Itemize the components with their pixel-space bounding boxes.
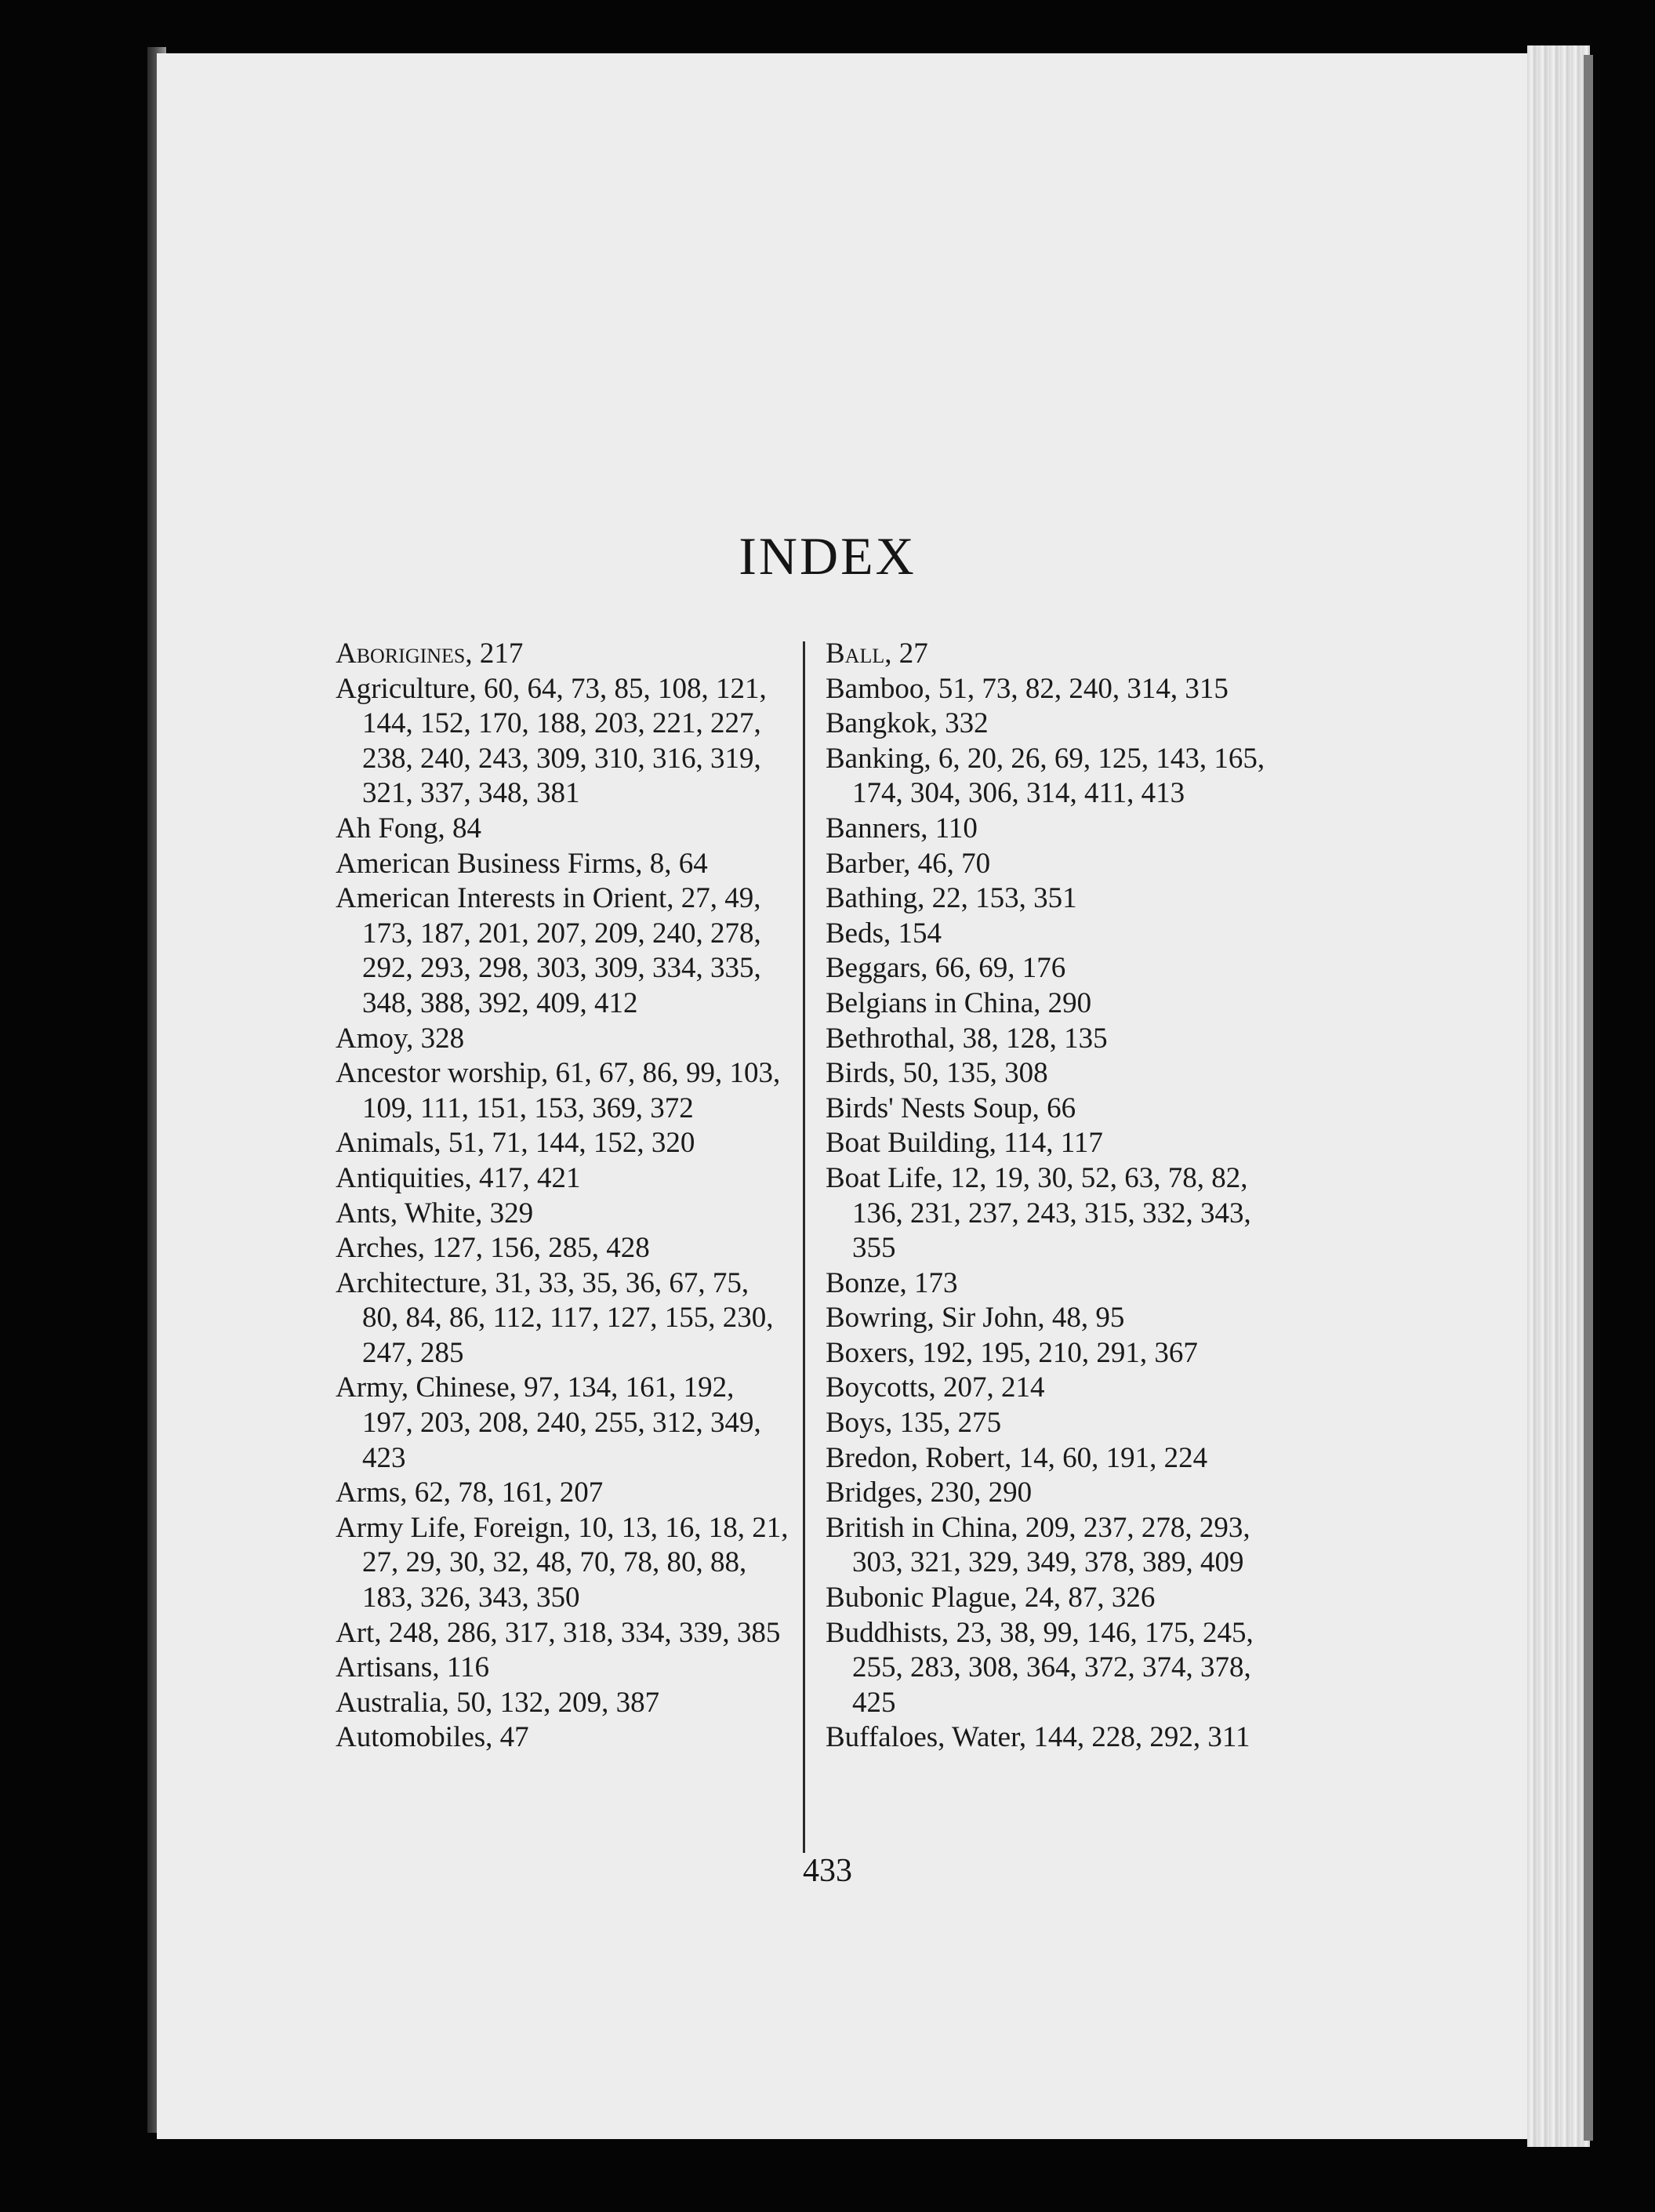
index-entry: Architecture, 31, 33, 35, 36, 67, 75, 80, 84, 86, 112, 117, 127, 155, 230, 247, 285: [336, 1266, 774, 1369]
index-entry: Buddhists, 23, 38, 99, 146, 175, 245, 255, 283, 308, 364, 372, 374, 378, 425: [826, 1616, 1254, 1719]
index-entry: Automobiles, 47: [336, 1721, 529, 1754]
index-entry: Australia, 50, 132, 209, 387: [336, 1686, 660, 1719]
index-entry: Banking, 6, 20, 26, 69, 125, 143, 165, 174, 304, 306, 314, 411, 413: [826, 742, 1265, 810]
index-entry: Boys, 135, 275: [826, 1407, 1002, 1440]
index-entry: American Business Firms, 8, 64: [336, 847, 708, 880]
page-title: INDEX: [739, 526, 916, 586]
page-number: 433: [803, 1853, 852, 1889]
index-entry: Boat Life, 12, 19, 30, 52, 63, 78, 82, 136, 231, 237, 243, 315, 332, 343, 355: [826, 1161, 1251, 1265]
index-entry: Bethrothal, 38, 128, 135: [826, 1022, 1108, 1055]
index-entry: American Interests in Orient, 27, 49, 173, 187, 201, 207, 209, 240, 278, 292, 293, 298, 303, 309, 334, 335, 348, 388, 392, 409, 412: [336, 882, 761, 1019]
index-entry: Boycotts, 207, 214: [826, 1371, 1045, 1404]
index-entry: Artisans, 116: [336, 1651, 489, 1684]
index-entry: Beggars, 66, 69, 176: [826, 952, 1066, 985]
index-entry: Birds, 50, 135, 308: [826, 1057, 1048, 1090]
index-entry: Agriculture, 60, 64, 73, 85, 108, 121, 144, 152, 170, 188, 203, 221, 227, 238, 240, 243, 309, 310, 316, 319, 321, 337, 348, 381: [336, 672, 767, 810]
index-entry: Army, Chinese, 97, 134, 161, 192, 197, 203, 208, 240, 255, 312, 349, 423: [336, 1371, 761, 1474]
index-entry: British in China, 209, 237, 278, 293, 303, 321, 329, 349, 378, 389, 409: [826, 1511, 1250, 1579]
index-entry: Bubonic Plague, 24, 87, 326: [826, 1582, 1156, 1615]
index-entry: Bredon, Robert, 14, 60, 191, 224: [826, 1441, 1208, 1474]
index-entry: Belgians in China, 290: [826, 986, 1092, 1019]
index-entry: Ancestor worship, 61, 67, 86, 99, 103, 109, 111, 151, 153, 369, 372: [336, 1057, 781, 1124]
index-entry: Bridges, 230, 290: [826, 1476, 1033, 1509]
index-entry: Bathing, 22, 153, 351: [826, 882, 1077, 915]
index-entry: Boxers, 192, 195, 210, 291, 367: [826, 1336, 1198, 1369]
index-column-left: [336, 637, 790, 1756]
index-column-right: [826, 637, 1280, 1756]
index-entry: Amoy, 328: [336, 1022, 465, 1055]
index-entry: Art, 248, 286, 317, 318, 334, 339, 385: [336, 1616, 781, 1649]
index-entry: Banners, 110: [826, 812, 978, 844]
index-entry: Bowring, Sir John, 48, 95: [826, 1302, 1125, 1335]
index-entry: Barber, 46, 70: [826, 847, 991, 880]
index-entry: Bamboo, 51, 73, 82, 240, 314, 315: [826, 672, 1229, 705]
index-entry: Arches, 127, 156, 285, 428: [336, 1232, 650, 1265]
index-entry: Birds' Nests Soup, 66: [826, 1091, 1076, 1124]
index-entry: Ants, White, 329: [336, 1197, 534, 1229]
index-entry: Army Life, Foreign, 10, 13, 16, 18, 21, 27, 29, 30, 32, 48, 70, 78, 80, 88, 183, 326, 343, 350: [336, 1511, 789, 1615]
index-entry: Ball, 27: [826, 637, 928, 670]
index-entry: Buffaloes, Water, 144, 228, 292, 311: [826, 1721, 1250, 1754]
index-entry: Boat Building, 114, 117: [826, 1127, 1103, 1160]
index-entry: Arms, 62, 78, 161, 207: [336, 1476, 604, 1509]
column-divider: [803, 641, 805, 1853]
index-entry: Bangkok, 332: [826, 707, 989, 740]
index-entry: Antiquities, 417, 421: [336, 1161, 581, 1194]
index-entry: Bonze, 173: [826, 1266, 958, 1299]
index-entry: Animals, 51, 71, 144, 152, 320: [336, 1127, 695, 1160]
page-edges: [1527, 45, 1590, 2147]
page-edges-shadow: [1584, 55, 1593, 2141]
index-entry: Beds, 154: [826, 917, 942, 950]
index-entry: Ah Fong, 84: [336, 812, 482, 844]
index-entry: Aborigines, 217: [336, 637, 524, 670]
